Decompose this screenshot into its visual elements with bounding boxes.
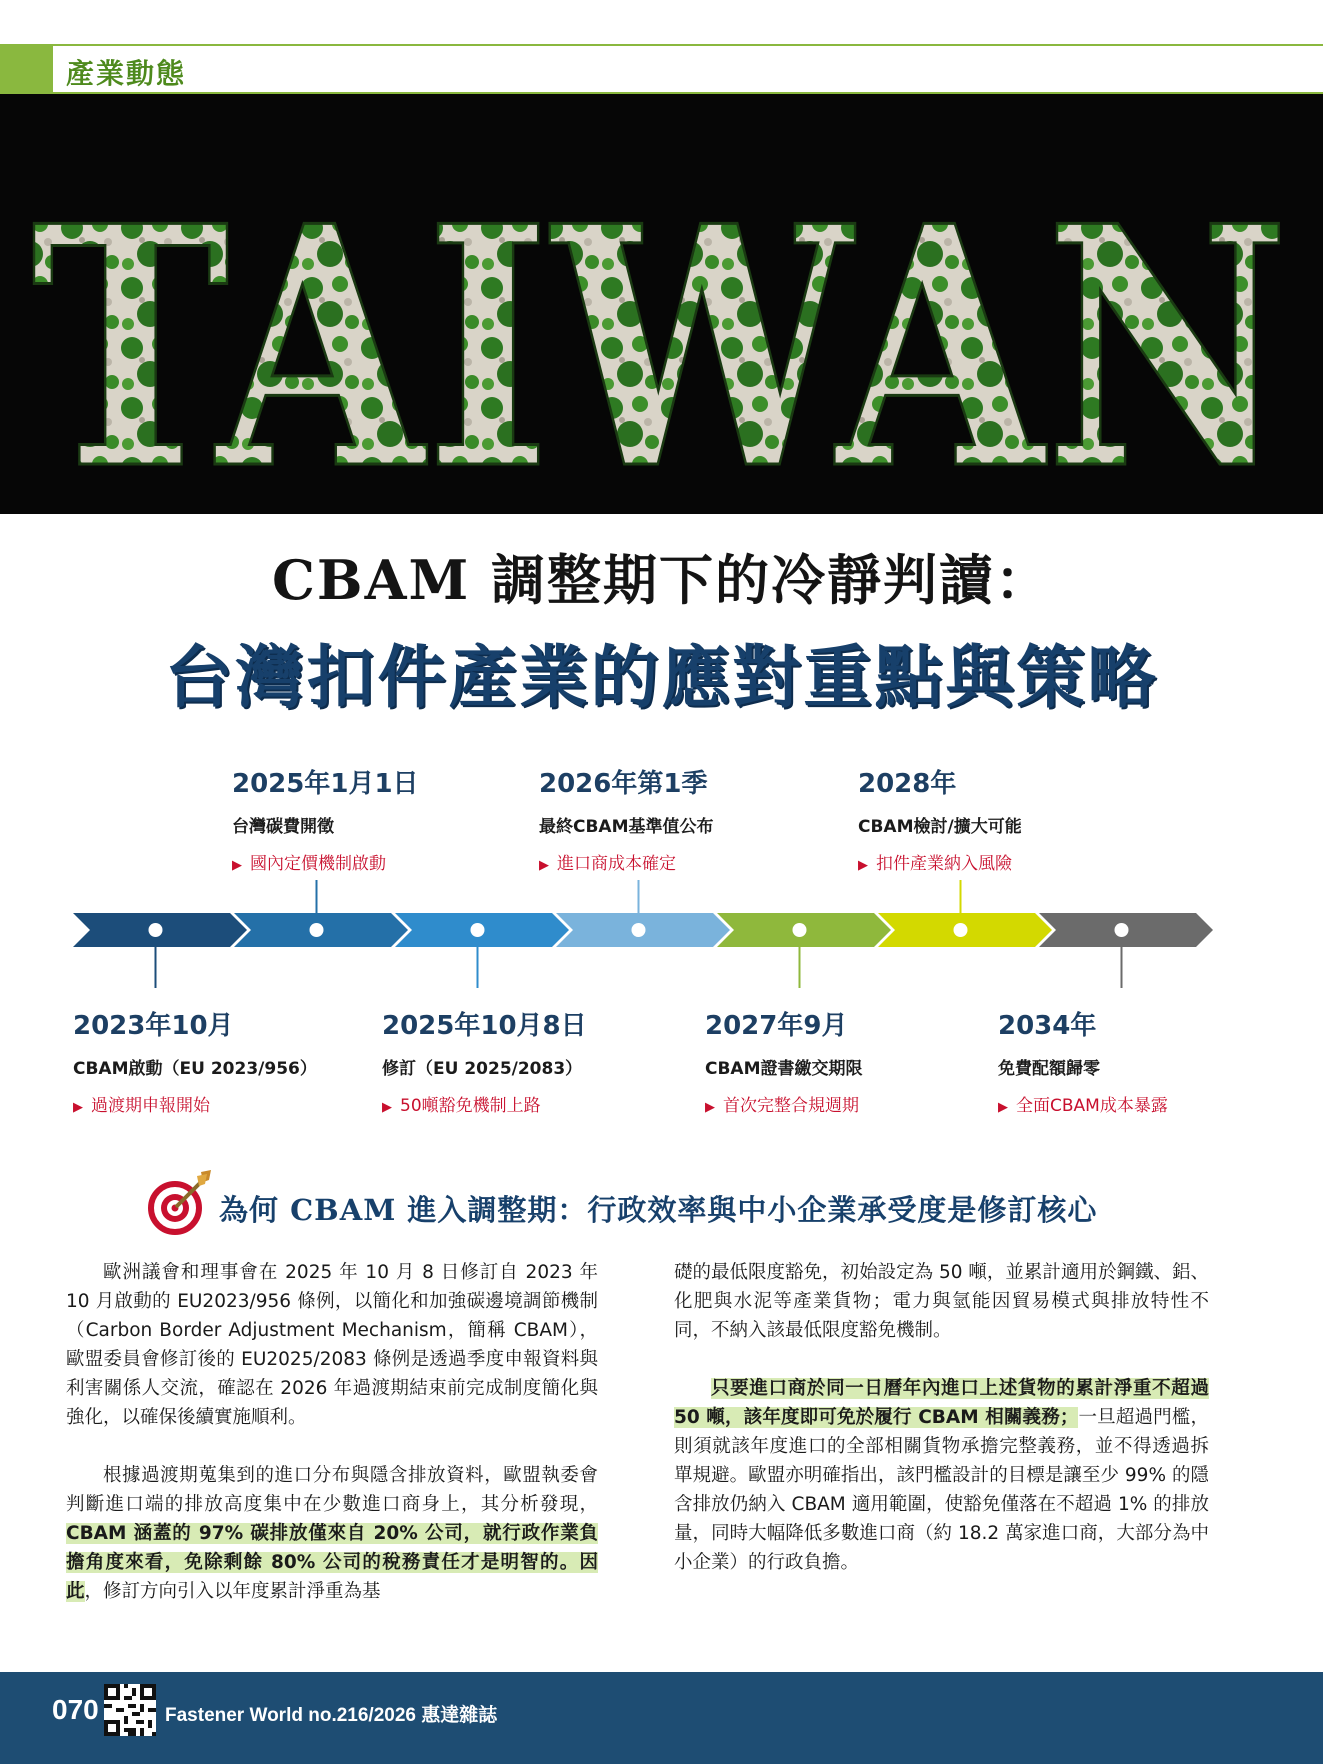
- paragraph-text: 根據過渡期蒐集到的進口分布與隱含排放資料，歐盟執委會判斷進口端的排放高度集中在少數進口商身上，其分析發現，: [66, 1465, 598, 1515]
- milestone-result: [998, 1091, 1168, 1116]
- triangle-right-icon: ▶: [705, 1100, 715, 1115]
- paragraph: 礎的最低限度豁免，初始設定為 50 噸，並累計適用於鋼鐵、鋁、化肥與水泥等產業貨物；電力與氫能因貿易模式與排放特性不同，不納入該最低限度豁免機制。: [674, 1262, 1209, 1341]
- timeline-dot: [471, 923, 485, 937]
- section-heading: [145, 1166, 1185, 1238]
- milestone-description: CBAM證書繳交期限: [705, 1059, 863, 1079]
- milestone-date: 2027年9月: [705, 1011, 848, 1041]
- hero-word: TAIWAN: [31, 154, 1291, 514]
- article-title-line2: 台灣扣件產業的應對重點與策略: [164, 638, 1159, 718]
- milestone-result: [705, 1091, 863, 1116]
- milestone-date: 2026年第1季: [539, 769, 708, 799]
- milestone-date: 2025年10月8日: [382, 1011, 587, 1041]
- paragraph: [66, 1461, 598, 1606]
- triangle-right-icon: ▶: [998, 1100, 1008, 1115]
- highlighted-text: 只要進口商於同一日曆年內進口上述貨物的累計淨重不超過 50 噸，該年度即可免於履行 CBAM 相關義務；: [674, 1378, 1209, 1428]
- milestone-result-text: 首次完整合規週期: [723, 1096, 859, 1116]
- timeline-dot: [1115, 923, 1129, 937]
- milestone-description: 免費配額歸零: [998, 1059, 1100, 1079]
- milestone-result: [73, 1091, 317, 1116]
- milestone-result-text: 50噸豁免機制上路: [400, 1096, 541, 1116]
- page-number: 070: [52, 1694, 99, 1725]
- milestone-date: 2023年10月: [73, 1011, 234, 1041]
- timeline-milestone: [705, 1005, 863, 1116]
- milestone-description: 最終CBAM基準值公布: [539, 817, 714, 837]
- timeline-dot: [632, 923, 646, 937]
- paragraph-text: 一旦超過門檻，則須就該年度進口的全部相關貨物承擔完整義務，並不得透過拆單規避。歐盟亦明確指出，該門檻設計的目標是讓至少 99% 的隱含排放仍納入 CBAM 適用範圍，使豁免僅落在不超過 1% 的排放量，同時大幅降低多數進口商（約 18.2 萬家進口商，大部分為中小企業）的行政負擔。: [674, 1407, 1209, 1573]
- body-column-right: [674, 1258, 1209, 1577]
- section-color-block: [0, 46, 53, 94]
- triangle-right-icon: ▶: [232, 858, 242, 873]
- milestone-result-text: 全面CBAM成本暴露: [1016, 1096, 1168, 1116]
- triangle-right-icon: ▶: [382, 1100, 392, 1115]
- triangle-right-icon: ▶: [858, 858, 868, 873]
- timeline-milestone: [73, 1005, 317, 1116]
- qr-pattern: [104, 1684, 156, 1736]
- milestone-result: [382, 1091, 587, 1116]
- timeline-dot: [954, 923, 968, 937]
- milestone-date: 2025年1月1日: [232, 769, 419, 799]
- timeline-milestone: [232, 763, 419, 874]
- section-header: [0, 46, 1323, 94]
- triangle-right-icon: ▶: [73, 1100, 83, 1115]
- timeline-milestone: [539, 763, 714, 874]
- milestone-result-text: 扣件產業納入風險: [876, 854, 1012, 874]
- timeline-graphic: [0, 880, 1323, 990]
- body-column-left: [66, 1258, 598, 1606]
- section-heading-text: 為何 CBAM 進入調整期：行政效率與中小企業承受度是修訂核心: [219, 1193, 1098, 1227]
- article-title-line1: CBAM 調整期下的冷靜判讀：: [271, 548, 1052, 612]
- timeline-dot: [793, 923, 807, 937]
- milestone-description: CBAM啟動（EU 2023/956）: [73, 1059, 317, 1079]
- milestone-result: [539, 849, 714, 874]
- moss-letters-illustration: [0, 94, 1323, 514]
- milestone-description: CBAM檢討/擴大可能: [858, 817, 1022, 837]
- highlighted-text: CBAM 涵蓋的 97% 碳排放僅來自 20% 公司，就行政作業負擔角度來看，免除剩餘 80% 公司的稅務責任才是明智的。因此: [66, 1523, 598, 1602]
- timeline-dot: [310, 923, 324, 937]
- milestone-result-text: 進口商成本確定: [557, 854, 676, 874]
- timeline-milestone: [382, 1005, 587, 1116]
- hero-image: [0, 94, 1323, 514]
- page-footer: [0, 1672, 1323, 1764]
- milestone-result: [232, 849, 419, 874]
- triangle-right-icon: ▶: [539, 858, 549, 873]
- timeline-dot: [149, 923, 163, 937]
- timeline-milestone: [998, 1005, 1168, 1116]
- milestone-date: 2034年: [998, 1011, 1097, 1041]
- milestone-description: 修訂（EU 2025/2083）: [382, 1059, 583, 1079]
- milestone-result: [858, 849, 1022, 874]
- milestone-result-text: 過渡期申報開始: [91, 1096, 210, 1116]
- milestone-date: 2028年: [858, 769, 957, 799]
- milestone-result-text: 國內定價機制啟動: [250, 854, 386, 874]
- magazine-name: Fastener World no.216/2026 惠達雜誌: [165, 1705, 498, 1726]
- paragraph: 歐洲議會和理事會在 2025 年 10 月 8 日修訂自 2023 年 10 月啟動的 EU2023/956 條例，以簡化和加強碳邊境調節機制（Carbon Border Adjustment Mechanism，簡稱 CBAM），歐盟委員會修訂後的 EU2025/2083 條例是透過季度申報資料與利害關係人交流，確認在 2026 年過渡期結束前完成制度簡化與強化，以確保後續實施順利。: [66, 1262, 598, 1428]
- paragraph: [674, 1374, 1209, 1577]
- milestone-description: 台灣碳費開徵: [232, 817, 334, 837]
- paragraph-text: ，修訂方向引入以年度累計淨重為基: [84, 1581, 381, 1602]
- timeline-milestone: [858, 763, 1022, 874]
- target-icon: [145, 1166, 217, 1238]
- section-label: 產業動態: [66, 57, 187, 90]
- qr-code-icon[interactable]: [104, 1684, 156, 1736]
